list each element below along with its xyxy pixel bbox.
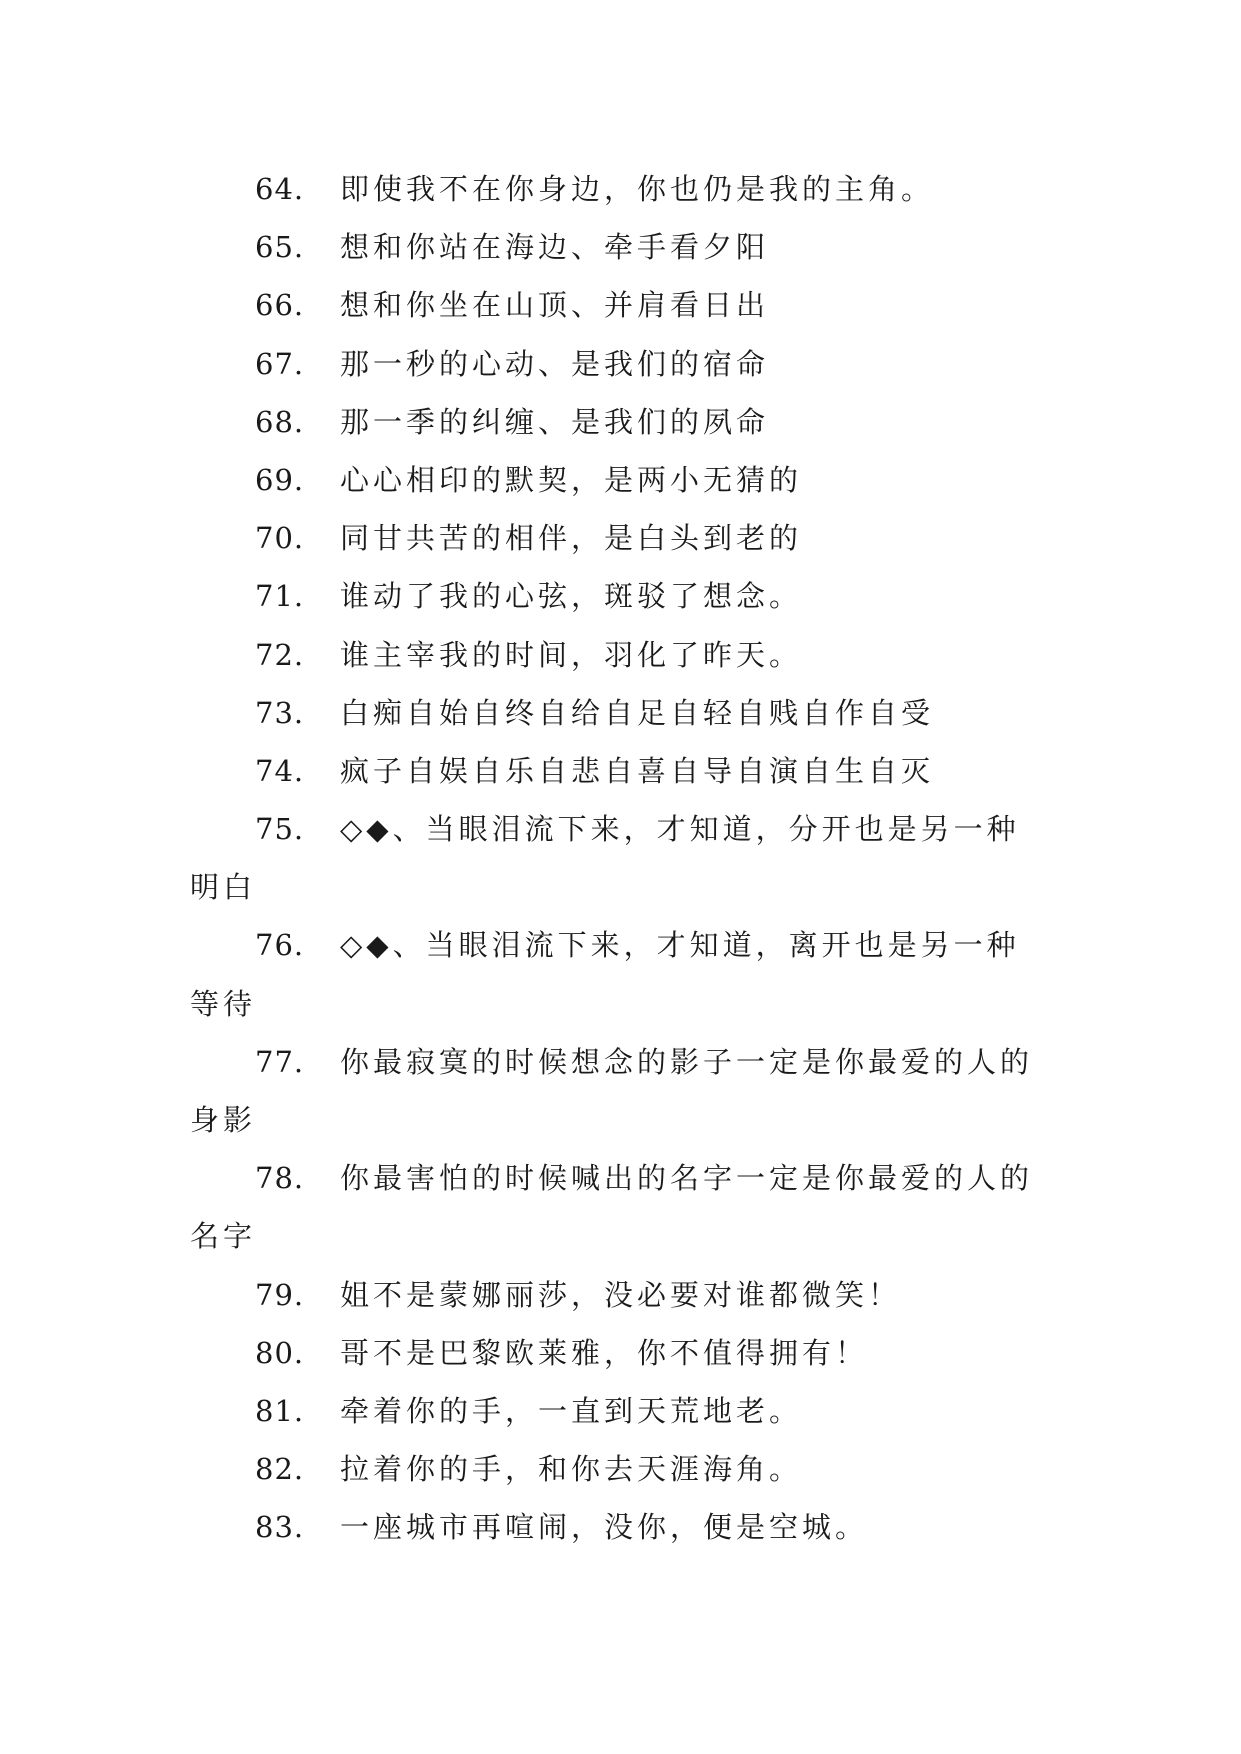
- item-text: 那一秒的心动、是我们的宿命: [340, 346, 770, 381]
- list-item: [190, 1033, 1060, 1149]
- list-item: [190, 626, 1060, 684]
- list-item: [190, 218, 1060, 276]
- item-text: 那一季的纠缠、是我们的夙命: [340, 404, 770, 439]
- item-number: 79.: [255, 1277, 305, 1312]
- list-item: [190, 1149, 1060, 1265]
- item-number: 70.: [255, 521, 305, 556]
- list-item: [190, 567, 1060, 625]
- item-number: 72.: [255, 637, 305, 672]
- item-number: 83.: [255, 1510, 305, 1545]
- item-number: 64.: [255, 172, 305, 206]
- list-item: [190, 1324, 1060, 1382]
- list-item: [190, 451, 1060, 509]
- item-text: 想和你坐在山顶、并肩看日出: [340, 288, 770, 323]
- list-item: [190, 1266, 1060, 1324]
- item-number: 69.: [255, 462, 305, 497]
- item-number: 68.: [255, 404, 305, 439]
- item-number: 80.: [255, 1335, 305, 1370]
- numbered-list: [190, 160, 1060, 1557]
- item-text: ◇◆、当眼泪流下来，才知道，分开也是另一种: [340, 812, 1020, 847]
- item-number: 75.: [255, 812, 305, 847]
- item-text: 姐不是蒙娜丽莎，没必要对谁都微笑！: [340, 1277, 902, 1312]
- list-item: [190, 916, 1060, 1032]
- list-item: [190, 684, 1060, 742]
- item-number: 76.: [255, 928, 305, 963]
- item-text: 哥不是巴黎欧莱雅，你不值得拥有！: [340, 1335, 869, 1370]
- list-item: [190, 393, 1060, 451]
- item-text: 想和你站在海边、牵手看夕阳: [340, 230, 770, 265]
- item-number: 74.: [255, 753, 305, 788]
- item-number: 78.: [255, 1161, 305, 1196]
- item-number: 66.: [255, 288, 305, 323]
- item-text: 同甘共苦的相伴，是白头到老的: [340, 521, 803, 556]
- item-text: ◇◆、当眼泪流下来，才知道，离开也是另一种: [340, 928, 1020, 963]
- item-number: 77.: [255, 1044, 305, 1079]
- item-text: 你最寂寞的时候想念的影子一定是你最爱的人的: [340, 1044, 1034, 1079]
- item-number: 67.: [255, 346, 305, 381]
- item-text: 心心相印的默契，是两小无猜的: [340, 462, 803, 497]
- list-item: [190, 335, 1060, 393]
- item-number: 71.: [255, 579, 305, 614]
- item-number: 82.: [255, 1452, 305, 1487]
- item-text-continuation: 身影: [190, 1103, 257, 1138]
- item-number: 65.: [255, 230, 305, 265]
- item-text: 白痴自始自终自给自足自轻自贱自作自受: [340, 695, 935, 730]
- item-text-continuation: 明白: [190, 870, 257, 905]
- item-text: 疯子自娱自乐自悲自喜自导自演自生自灭: [340, 753, 935, 788]
- list-item: [190, 509, 1060, 567]
- item-text: 谁主宰我的时间，羽化了昨天。: [340, 637, 803, 672]
- item-text: 拉着你的手，和你去天涯海角。: [340, 1452, 803, 1487]
- item-text-continuation: 等待: [190, 986, 257, 1021]
- list-item: [190, 1382, 1060, 1440]
- list-item: [190, 276, 1060, 334]
- item-text: 牵着你的手，一直到天荒地老。: [340, 1394, 803, 1428]
- item-text: 谁动了我的心弦，斑驳了想念。: [340, 579, 803, 614]
- list-item: [190, 800, 1060, 916]
- item-number: 73.: [255, 695, 305, 730]
- list-item: [190, 1440, 1060, 1498]
- list-item: [190, 160, 1060, 218]
- item-text: 即使我不在你身边，你也仍是我的主角。: [340, 172, 935, 206]
- item-number: 81.: [255, 1394, 305, 1428]
- list-item: [190, 742, 1060, 800]
- list-item: [190, 1498, 1060, 1556]
- item-text-continuation: 名字: [190, 1219, 257, 1254]
- item-text: 你最害怕的时候喊出的名字一定是你最爱的人的: [340, 1161, 1034, 1196]
- item-text: 一座城市再喧闹，没你，便是空城。: [340, 1510, 869, 1545]
